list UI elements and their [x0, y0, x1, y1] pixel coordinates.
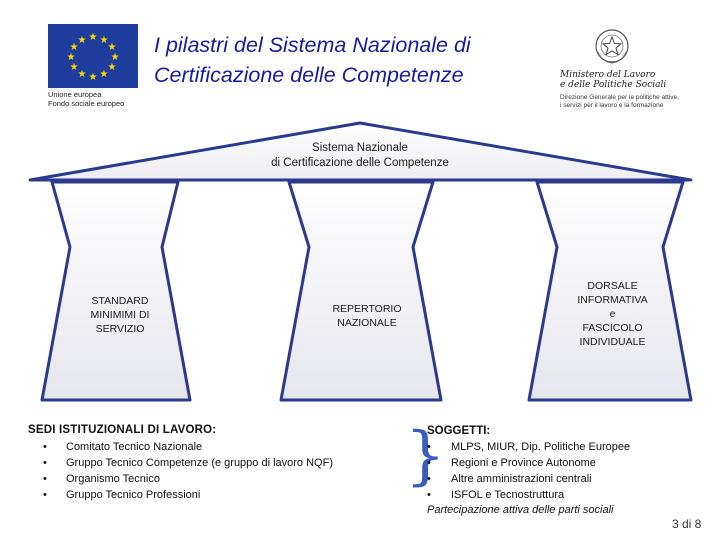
- pillar-right-line: INFORMATIVA: [577, 294, 648, 306]
- list-item: • ISFOL e Tecnostruttura: [427, 487, 687, 503]
- list-item: • Organismo Tecnico: [28, 471, 398, 487]
- pillar-left-line: STANDARD: [91, 295, 149, 307]
- pillar-middle: [281, 182, 441, 400]
- page-title-line1: I pilastri del Sistema Nazionale di: [154, 33, 471, 57]
- sedi-section: [28, 424, 398, 503]
- list-item: • Comitato Tecnico Nazionale: [28, 439, 398, 455]
- pillar-middle-label: [312, 302, 422, 330]
- soggetti-section: [427, 425, 687, 518]
- pillar-middle-line: NAZIONALE: [337, 317, 397, 329]
- ministry-subtitle-line2: i servizi per il lavoro e la formazione: [560, 102, 664, 109]
- brace-icon: }: [405, 419, 446, 493]
- list-item: • Gruppo Tecnico Competenze (e gruppo di lavoro NQF): [28, 455, 398, 471]
- svg-text:★: ★: [69, 62, 79, 73]
- eu-caption-line1: Unione europea: [48, 90, 102, 99]
- svg-text:★: ★: [99, 35, 109, 46]
- sedi-header: SEDI ISTITUZIONALI DI LAVORO:: [28, 424, 217, 436]
- pillar-left-line: SERVIZIO: [95, 323, 145, 335]
- pillar-right-line: INDIVIDUALE: [579, 336, 646, 348]
- svg-text:★: ★: [99, 69, 109, 80]
- pillar-right-label: [560, 279, 665, 349]
- soggetti-header: SOGGETTI:: [427, 425, 491, 437]
- svg-text:★: ★: [77, 69, 87, 80]
- list-item: • MLPS, MIUR, Dip. Politiche Europee: [427, 439, 687, 455]
- pillar-middle-line: REPERTORIO: [332, 303, 402, 315]
- soggetti-list: [427, 439, 687, 503]
- sedi-list: [28, 439, 398, 503]
- svg-text:★: ★: [77, 35, 87, 46]
- pillar-left: [42, 182, 190, 400]
- soggetti-note: Partecipazione attiva delle parti sociali: [427, 504, 614, 516]
- svg-text:★: ★: [69, 42, 79, 53]
- svg-text:★: ★: [88, 72, 98, 83]
- page-number: 3 di 8: [672, 517, 702, 531]
- svg-text:★: ★: [107, 62, 117, 73]
- eu-caption-line2: Fondo sociale europeo: [48, 99, 125, 108]
- pillar-right-line: DORSALE: [587, 280, 638, 292]
- roof-label: [230, 141, 490, 171]
- ministry-name-line2: e delle Politiche Sociali: [560, 80, 667, 90]
- roof-label-line2: di Certificazione delle Competenze: [271, 157, 449, 169]
- svg-text:★: ★: [110, 52, 120, 63]
- ministry-name-line1: Ministero del Lavoro: [560, 70, 656, 80]
- svg-text:★: ★: [88, 32, 98, 43]
- list-item: • Altre amministrazioni centrali: [427, 471, 687, 487]
- roof-label-line1: Sistema Nazionale: [312, 142, 408, 154]
- page-title-line2: Certificazione delle Competenze: [154, 63, 464, 87]
- pillar-right-line: FASCICOLO: [582, 322, 643, 334]
- list-item: • Gruppo Tecnico Professioni: [28, 487, 398, 503]
- pillar-left-line: MINIMIMI DI: [90, 309, 150, 321]
- ministry-subtitle-line1: Direzione Generale per le politiche attive,: [560, 94, 679, 101]
- list-item: • Regioni e Province Autonome: [427, 455, 687, 471]
- svg-text:★: ★: [66, 52, 76, 63]
- pillar-left-label: [75, 294, 165, 336]
- svg-text:★: ★: [107, 42, 117, 53]
- pillar-right-line: e: [609, 308, 616, 320]
